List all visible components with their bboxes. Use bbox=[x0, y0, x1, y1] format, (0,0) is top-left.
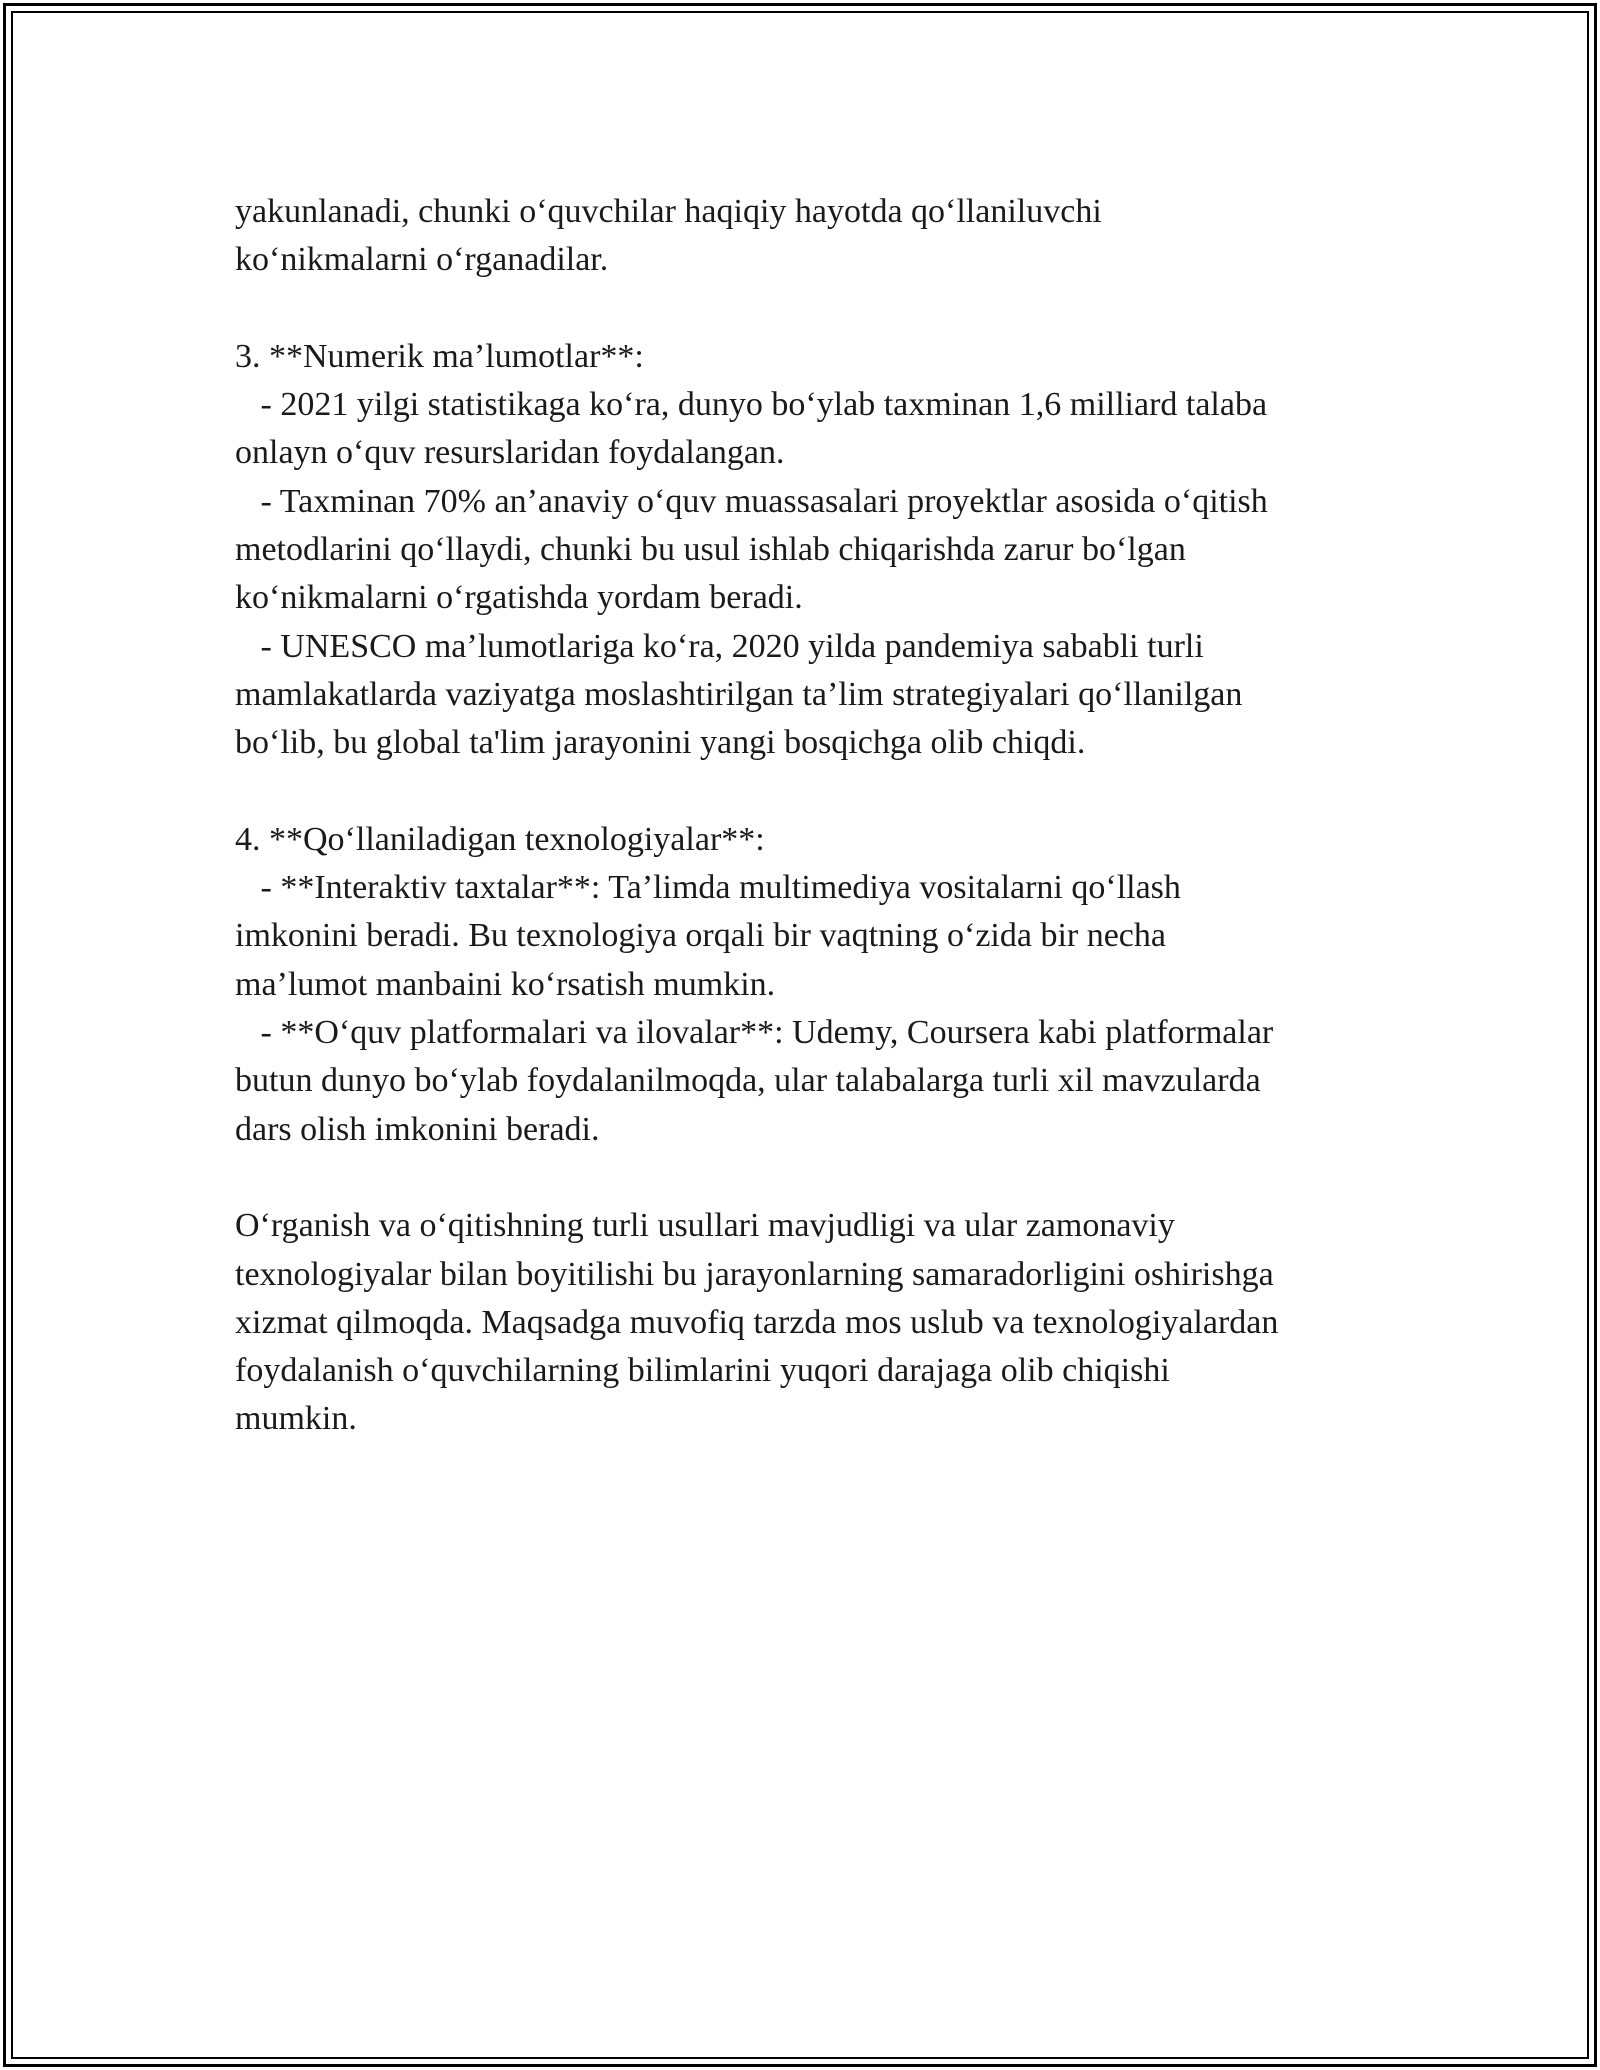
text-line: onlayn o‘quv resurslaridan foydalangan. bbox=[235, 434, 785, 472]
text-line: ko‘nikmalarni o‘rganadilar. bbox=[235, 241, 609, 279]
text-line: mumkin. bbox=[235, 1400, 357, 1438]
text-line: metodlarini qo‘llaydi, chunki bu usul ishlab chiqarishda zarur bo‘lgan bbox=[235, 531, 1186, 569]
text-line: - 2021 yilgi statistikaga ko‘ra, dunyo bo‘ylab taxminan 1,6 milliard talaba bbox=[235, 386, 1268, 424]
text-line: yakunlanadi, chunki o‘quvchilar haqiqiy hayotda qo‘llaniluvchi bbox=[235, 193, 1102, 230]
text-line: mamlakatlarda vaziyatga moslashtirilgan ta’lim strategiyalari qo‘llanilgan bbox=[235, 675, 1243, 713]
section-heading: 4. **Qo‘llaniladigan texnologiyalar**: bbox=[235, 820, 765, 858]
text-line: - **O‘quv platformalari va ilovalar**: Udemy, Coursera kabi platformalar bbox=[235, 1014, 1274, 1052]
text-line: dars olish imkonini beradi. bbox=[235, 1110, 600, 1148]
document-body bbox=[235, 188, 1395, 1444]
text-line: imkonini beradi. Bu texnologiya orqali bir vaqtning o‘zida bir necha bbox=[235, 917, 1166, 955]
text-line: butun dunyo bo‘ylab foydalanilmoqda, ular talabalarga turli xil mavzularda bbox=[235, 1062, 1261, 1100]
text-line: ma’lumot manbaini ko‘rsatish mumkin. bbox=[235, 965, 776, 1003]
blank-line bbox=[235, 768, 1395, 816]
text-line: texnologiyalar bilan boyitilishi bu jarayonlarning samaradorligini oshirishga bbox=[235, 1255, 1274, 1293]
section-heading: 3. **Numerik ma’lumotlar**: bbox=[235, 337, 644, 375]
text-line: O‘rganish va o‘qitishning turli usullari mavjudligi va ular zamonaviy bbox=[235, 1207, 1175, 1245]
text-line: ko‘nikmalarni o‘rgatishda yordam beradi. bbox=[235, 579, 803, 617]
text-line: - **Interaktiv taxtalar**: Ta’limda multimediya vositalarni qo‘llash bbox=[235, 869, 1181, 907]
text-line: xizmat qilmoqda. Maqsadga muvofiq tarzda mos uslub va texnologiyalardan bbox=[235, 1303, 1279, 1341]
text-line: foydalanish o‘quvchilarning bilimlarini yuqori darajaga olib chiqishi bbox=[235, 1352, 1170, 1390]
blank-line bbox=[235, 285, 1395, 333]
text-line: - UNESCO ma’lumotlariga ko‘ra, 2020 yilda pandemiya sababli turli bbox=[235, 627, 1204, 665]
blank-line bbox=[235, 1154, 1395, 1202]
text-line: - Taxminan 70% an’anaviy o‘quv muassasalari proyektlar asosida o‘qitish bbox=[235, 482, 1268, 520]
text-line: bo‘lib, bu global ta'lim jarayonini yangi bosqichga olib chiqdi. bbox=[235, 724, 1086, 762]
